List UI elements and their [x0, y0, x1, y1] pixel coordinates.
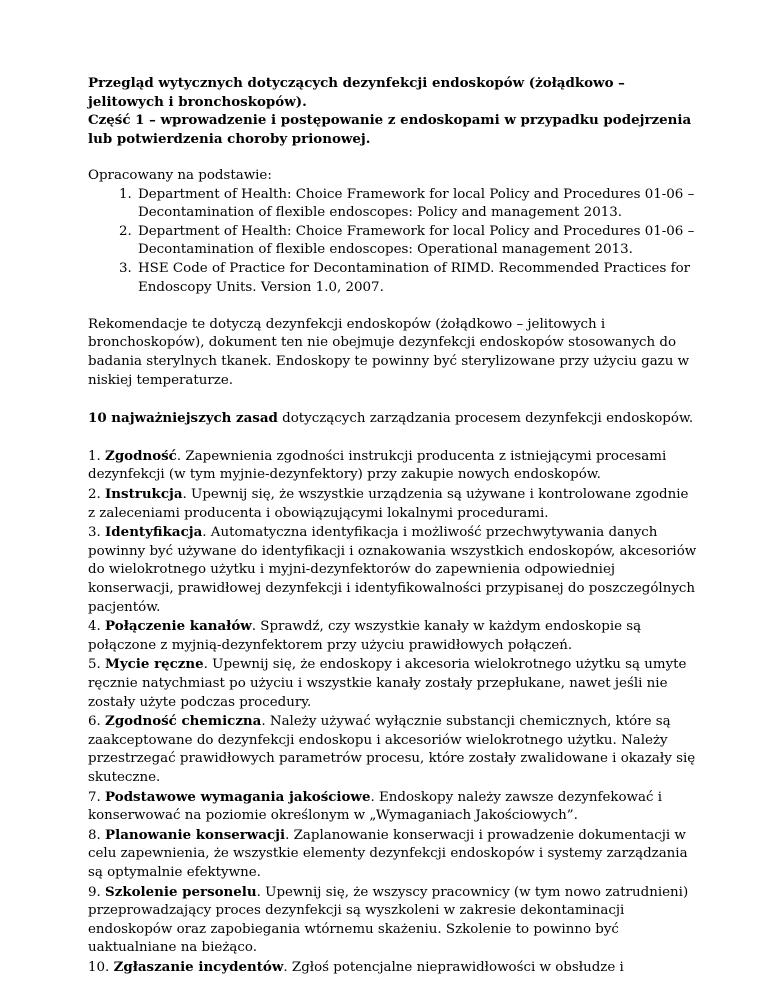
title-line-1: Przegląd wytycznych dotyczących dezynfekcji endoskopów (żołądkowo – jelitowych i bronchoskopów). [88, 75, 625, 110]
rule-text: . Zapewnienia zgodności instrukcji producenta z istniejącymi procesami dezynfekcji (w tym myjnie-dezynfektory) przy zakupie nowych endoskopów. [88, 448, 667, 483]
source-item-3: 3. HSE Code of Practice for Decontamination of RIMD. Recommended Practices for Endoscopy Units. Version 1.0, 2007. [136, 260, 698, 297]
rule-title: Zgodność chemiczna [105, 713, 262, 730]
rule-title: Połączenie kanałów [105, 618, 252, 635]
rule-item-7 [88, 788, 698, 826]
rule-item-9 [88, 883, 698, 958]
rule-item-2 [88, 485, 698, 523]
rules-list [88, 447, 698, 978]
rule-item-3 [88, 523, 698, 617]
rule-item-10 [88, 958, 698, 978]
rule-number: 9. [88, 884, 106, 900]
rule-item-6 [88, 712, 698, 787]
rule-item-4 [88, 617, 698, 655]
rule-item-8 [88, 826, 698, 883]
rule-title: Mycie ręczne [105, 656, 204, 673]
rule-number: 1. [88, 448, 106, 464]
rule-number: 10. [88, 959, 114, 975]
rule-text: . Upewnij się, że endoskopy i akcesoria wielokrotnego użytku są umyte ręcznie natychmiast po użyciu i wszystkie kanały zostały przepłukane, nawet jeśli nie zostały użyte podczas procedury. [88, 657, 687, 710]
rule-text: . Należy używać wyłącznie substancji chemicznych, które są zaakceptowane do dezynfekcji endoskopu i akcesoriów wielokrotnego użytku. Należy przestrzegać prawidłowych parametrów procesu, które zostały zwalidowane i okazały się skuteczne. [88, 714, 696, 785]
rule-title: Instrukcja [105, 486, 183, 503]
rule-number: 5. [88, 657, 106, 673]
rule-text: . Zaplanowanie konserwacji i prowadzenie dokumentacji w celu zapewnienia, że wszystkie elementy dezynfekcji endoskopów i systemy zarządzania są optymalnie efektywne. [88, 827, 688, 880]
title-line-2: Część 1 – wprowadzenie i postępowanie z endoskopami w przypadku podejrzenia lub potwierdzenia choroby prionowej. [88, 112, 692, 147]
rule-text: . Upewnij się, że wszyscy pracownicy (w tym nowo zatrudnieni) przeprowadzający proces dezynfekcji są wyszkoleni w zakresie dekontaminacji endoskopów oraz zapobiegania wtórnemu skażeniu. Szkolenie to powinno być uaktualniane na bieżąco. [88, 884, 689, 956]
rule-text: . Sprawdź, czy wszystkie kanały w każdym endoskopie są połączone z myjnią-dezynfektorem przy użyciu prawidłowych połączeń. [88, 619, 642, 653]
sources-intro: Opracowany na podstawie: [88, 167, 272, 183]
rule-text: . Upewnij się, że wszystkie urządzenia są używane i kontrolowane zgodnie z zaleceniami producenta i obowiązującymi lokalnymi procedurami. [88, 487, 689, 521]
rule-title: Podstawowe wymagania jakościowe [105, 788, 371, 805]
rule-item-5 [88, 655, 698, 712]
principles-intro-bold: 10 najważniejszych zasad [88, 409, 278, 426]
rule-number: 6. [88, 714, 106, 730]
rule-text: . Endoskopy należy zawsze dezynfekować i konserwować na poziomie określonym w „Wymaganiach Jakościowych”. [88, 789, 663, 824]
document-title [88, 74, 698, 148]
rule-text: . Zgłoś potencjalne nieprawidłowości w obsłudze i [283, 959, 624, 975]
principles-intro-text: dotyczących zarządzania procesem dezynfekcji endoskopów. [277, 410, 694, 426]
rule-title: Identyfikacja [105, 524, 203, 541]
rule-title: Zgłaszanie incydentów [113, 958, 284, 975]
rule-number: 8. [88, 827, 106, 843]
scope-paragraph: Rekomendacje te dotyczą dezynfekcji endoskopów (żołądkowo – jelitowych i bronchoskopów), dokument ten nie obejmuje dezynfekcji endoskopów stosowanych do badania sterylnych tkanek. Endoskopy te powinny być sterylizowane przy użyciu gazu w niskiej temperaturze. [88, 316, 690, 388]
rule-title: Zgodność [105, 447, 177, 464]
rule-title: Planowanie konserwacji [105, 826, 286, 843]
sources-list [88, 186, 698, 298]
rule-item-1 [88, 447, 698, 485]
rule-text: . Automatyczna identyfikacja i możliwość przechwytywania danych powinny być używane do identyfikacji i oznakowania wszystkich endoskopów, akcesoriów do wielokrotnego użytku i myjni-dezynfektorów do zapewnienia odpowiedniej konserwacji, prawidłowej dezynfekcji i identyfikowalności przypisanej do poszczególnych pacjentów. [88, 525, 697, 615]
source-item-1: 1. Department of Health: Choice Framework for local Policy and Procedures 01-06 – Decontamination of flexible endoscopes: Policy and management 2013. [136, 186, 698, 223]
rule-number: 3. [88, 525, 106, 541]
document-page [88, 74, 698, 978]
rule-number: 7. [88, 789, 106, 805]
rule-number: 4. [88, 619, 106, 635]
source-item-2: 2. Department of Health: Choice Framework for local Policy and Procedures 01-06 – Decontamination of flexible endoscopes: Operational management 2013. [136, 223, 698, 260]
rule-title: Szkolenie personelu [105, 883, 257, 900]
principles-intro [88, 409, 698, 429]
rule-number: 2. [88, 487, 106, 503]
